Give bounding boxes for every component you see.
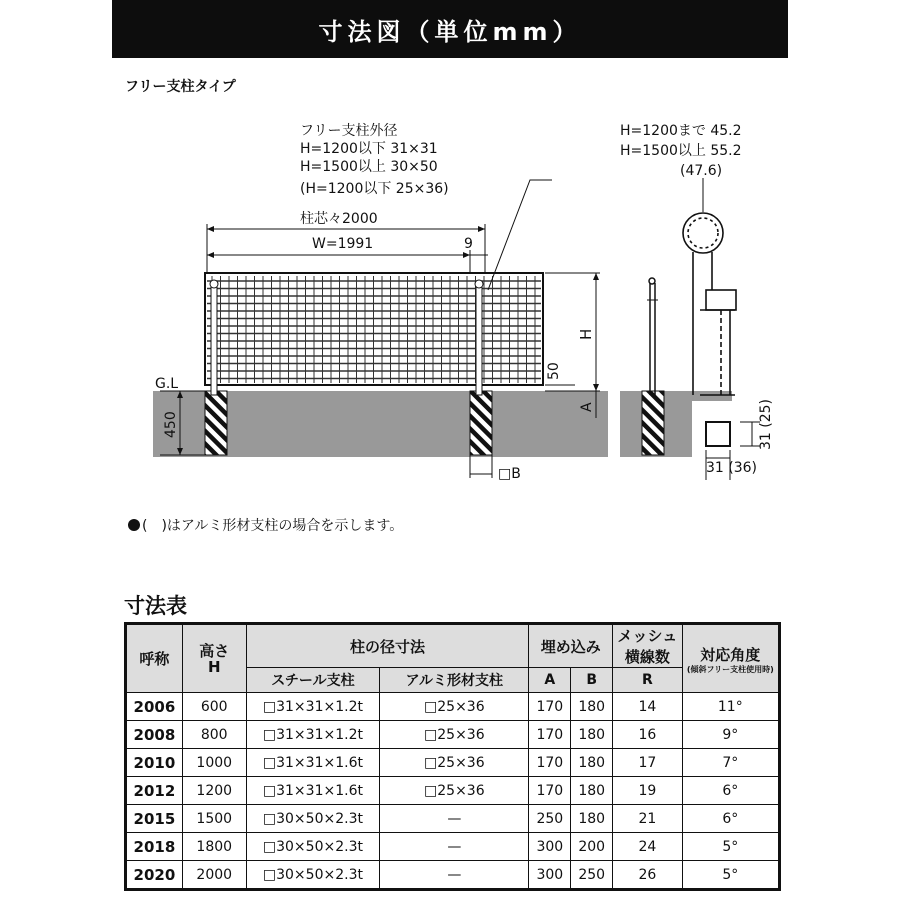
cell-alu: —	[380, 861, 529, 890]
width-label: W=1991	[312, 236, 374, 252]
cell-steel: □31×31×1.2t	[246, 693, 380, 721]
cell-angle: 5°	[682, 833, 779, 861]
cell-code: 2006	[126, 693, 183, 721]
cell-h: 2000	[182, 861, 246, 890]
post-cap-center	[475, 280, 483, 288]
cell-steel: □30×50×2.3t	[246, 805, 380, 833]
side-h1500-label: H=1500以上 55.2	[620, 143, 742, 159]
post-detail	[683, 213, 736, 395]
header-alu: アルミ形材支柱	[380, 668, 529, 693]
gap-label: 9	[464, 236, 473, 252]
post-size-h1500: H=1500以上 30×50	[300, 159, 438, 175]
a-label: A	[579, 402, 595, 412]
cell-h: 1500	[182, 805, 246, 833]
cell-a: 300	[529, 833, 571, 861]
side-post-width-label: 31 (36)	[706, 460, 758, 476]
cell-code: 2020	[126, 861, 183, 890]
header-name: 呼称	[126, 624, 183, 693]
cell-alu: □25×36	[380, 777, 529, 805]
pitch-label: 柱芯々2000	[300, 211, 378, 227]
mesh-panel	[205, 273, 543, 385]
cell-alu: □25×36	[380, 721, 529, 749]
cell-alu: —	[380, 833, 529, 861]
post-size-h1200: H=1200以下 31×31	[300, 141, 438, 157]
dimension-table	[124, 622, 781, 891]
cell-code: 2018	[126, 833, 183, 861]
cell-b: 200	[571, 833, 613, 861]
b-label: □B	[498, 466, 521, 482]
cell-angle: 6°	[682, 777, 779, 805]
table-row	[126, 833, 780, 861]
bullet-icon	[128, 519, 140, 531]
cell-h: 600	[182, 693, 246, 721]
header-height-bottom: H	[207, 657, 221, 676]
cell-a: 170	[529, 721, 571, 749]
cell-h: 1000	[182, 749, 246, 777]
table-row	[126, 749, 780, 777]
cell-b: 180	[571, 805, 613, 833]
header-r: R	[613, 668, 683, 693]
section-title: フリー支柱タイプ	[125, 79, 236, 95]
cell-steel: □31×31×1.2t	[246, 721, 380, 749]
cell-h: 1200	[182, 777, 246, 805]
embed-depth-label: 450	[163, 411, 179, 438]
cell-alu: —	[380, 805, 529, 833]
cell-angle: 11°	[682, 693, 779, 721]
cell-a: 250	[529, 805, 571, 833]
ground-side-edge	[692, 391, 732, 401]
table-row	[126, 777, 780, 805]
side-elevation	[647, 278, 658, 395]
header-angle-label: 対応角度	[700, 645, 761, 664]
cell-b: 180	[571, 777, 613, 805]
table-row	[126, 693, 780, 721]
side-h1200-label: H=1200まで 45.2	[620, 123, 742, 139]
cell-b: 180	[571, 749, 613, 777]
cell-r: 14	[613, 693, 683, 721]
cell-steel: □30×50×2.3t	[246, 833, 380, 861]
cell-r: 26	[613, 861, 683, 890]
page-title: 寸法図（単位mm）	[318, 17, 582, 46]
cell-a: 300	[529, 861, 571, 890]
cell-angle: 7°	[682, 749, 779, 777]
side-alu-label: (47.6)	[680, 163, 723, 179]
cell-steel: □31×31×1.6t	[246, 777, 380, 805]
header-height-top: 高さ	[199, 641, 230, 660]
fifty-label: 50	[546, 362, 562, 380]
header-height	[182, 624, 246, 693]
header-angle-note: (傾斜フリー支柱使用時)	[686, 664, 774, 674]
cell-code: 2012	[126, 777, 183, 805]
cell-steel: □30×50×2.3t	[246, 861, 380, 890]
table-row	[126, 805, 780, 833]
cell-code: 2010	[126, 749, 183, 777]
cell-code: 2008	[126, 721, 183, 749]
footnote	[128, 515, 403, 535]
post-left	[211, 283, 217, 395]
cell-angle: 9°	[682, 721, 779, 749]
cell-b: 180	[571, 693, 613, 721]
cell-h: 800	[182, 721, 246, 749]
footnote-text: ( )はアルミ形材支柱の場合を示します。	[142, 518, 404, 534]
table-row	[126, 861, 780, 890]
cell-steel: □31×31×1.6t	[246, 749, 380, 777]
cell-r: 24	[613, 833, 683, 861]
cell-code: 2015	[126, 805, 183, 833]
header-a: A	[529, 668, 571, 693]
header-angle	[682, 624, 779, 693]
post-size-alu: (H=1200以下 25×36)	[300, 181, 449, 197]
side-post-height-label: 31 (25)	[758, 398, 774, 450]
cell-a: 170	[529, 777, 571, 805]
footing-left	[205, 391, 227, 455]
post-cap-left	[210, 280, 218, 288]
cell-alu: □25×36	[380, 749, 529, 777]
header-post-size: 柱の径寸法	[246, 624, 529, 668]
cell-angle: 5°	[682, 861, 779, 890]
post-outer-title: フリー支柱外径	[300, 123, 398, 139]
footing-center	[470, 391, 492, 455]
post-center	[476, 283, 482, 395]
height-label: H	[577, 328, 595, 340]
cell-r: 21	[613, 805, 683, 833]
cell-r: 19	[613, 777, 683, 805]
cell-h: 1800	[182, 833, 246, 861]
header-mesh: メッシュ横線数	[613, 624, 683, 668]
cell-alu: □25×36	[380, 693, 529, 721]
cell-a: 170	[529, 749, 571, 777]
cell-b: 180	[571, 721, 613, 749]
footing-side	[642, 391, 664, 455]
table-title: 寸法表	[124, 594, 187, 618]
cell-b: 250	[571, 861, 613, 890]
cell-r: 17	[613, 749, 683, 777]
cell-a: 170	[529, 693, 571, 721]
cell-r: 16	[613, 721, 683, 749]
header-steel: スチール支柱	[246, 668, 380, 693]
gl-label: G.L	[155, 376, 179, 392]
header-embed: 埋め込み	[529, 624, 613, 668]
table-row	[126, 721, 780, 749]
header-b: B	[571, 668, 613, 693]
cell-angle: 6°	[682, 805, 779, 833]
